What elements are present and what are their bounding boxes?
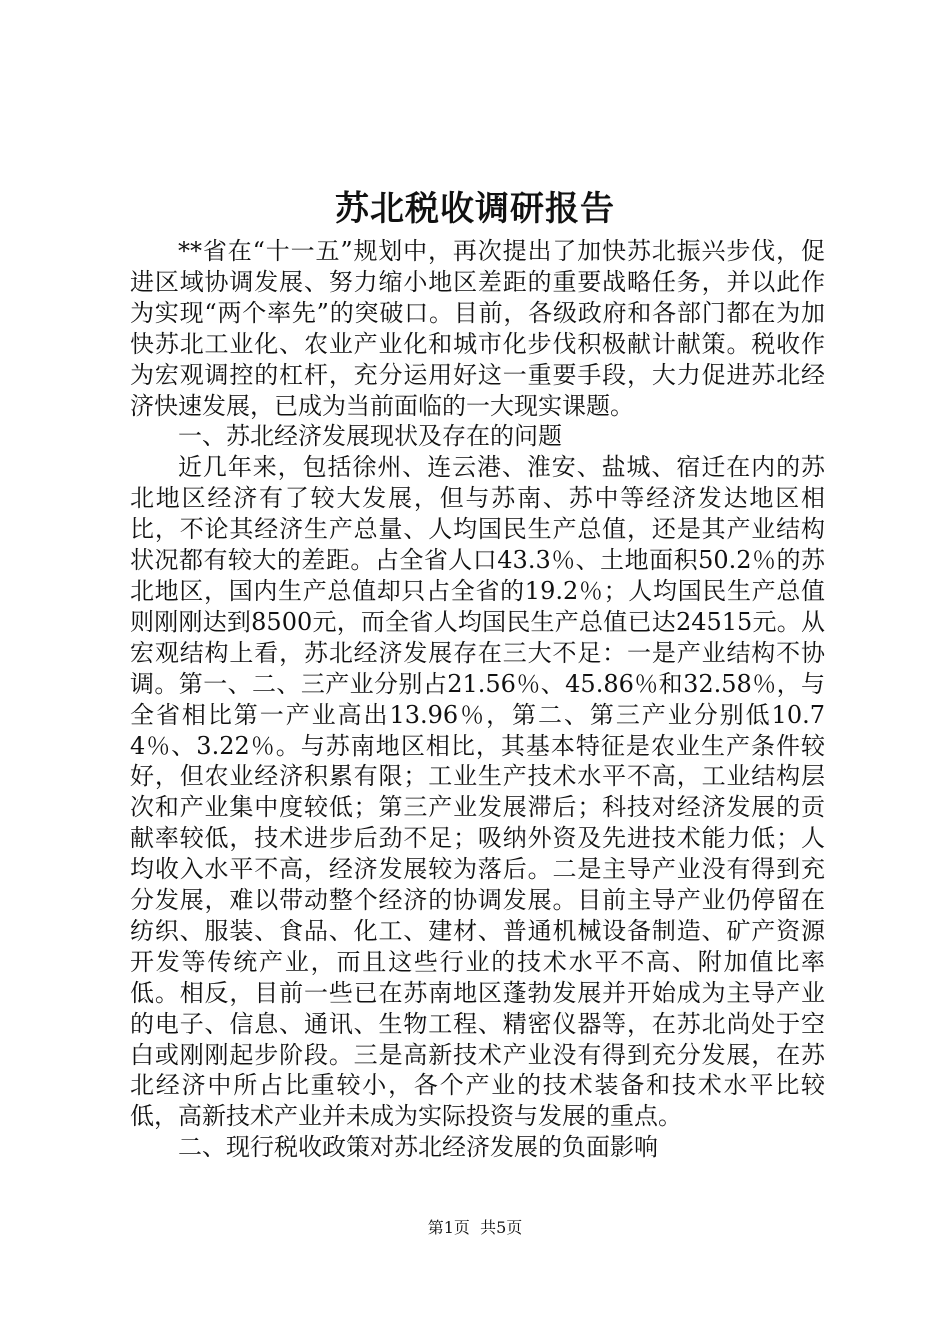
page-number-footer: 第1页 共5页	[427, 1218, 523, 1237]
intro-paragraph: **省在“十一五”规划中，再次提出了加快苏北振兴步伐，促进区域协调发展、努力缩小地区差距的重要战略任务，并以此作为实现“两个率先”的突破口。目前，各级政府和各部门都在为加快苏北工业化、农业产业化和城市化步伐积极献计献策。税收作为宏观调控的杠杆，充分运用好这一重要手段，大力促进苏北经济快速发展，已成为当前面临的一大现实课题。	[130, 237, 825, 420]
section-heading-2: 二、现行税收政策对苏北经济发展的负面影响	[178, 1133, 658, 1162]
document-body	[130, 236, 825, 1163]
section-heading-1: 一、苏北经济发展现状及存在的问题	[178, 422, 562, 451]
section-1-paragraph: 近几年来，包括徐州、连云港、淮安、盐城、宿迁在内的苏北地区经济有了较大发展，但与苏南、苏中等经济发达地区相比，不论其经济生产总量、人均国民生产总值，还是其产业结构状况都有较大的差距。占全省人口43.3％、土地面积50.2％的苏北地区，国内生产总值却只占全省的19.2％；人均国民生产总值则刚刚达到8500元，而全省人均国民生产总值已达24515元。从宏观结构上看，苏北经济发展存在三大不足：一是产业结构不协调。第一、二、三产业分别占21.56％、45.86％和32.58％，与全省相比第一产业高出13.96％，第二、第三产业分别低10.74％、3.22％。与苏南地区相比，其基本特征是农业生产条件较好，但农业经济积累有限；工业生产技术水平不高，工业结构层次和产业集中度较低；第三产业发展滞后；科技对经济发展的贡献率较低，技术进步后劲不足；吸纳外资及先进技术能力低；人均收入水平不高，经济发展较为落后。二是主导产业没有得到充分发展，难以带动整个经济的协调发展。目前主导产业仍停留在纺织、服装、食品、化工、建材、普通机械设备制造、矿产资源开发等传统产业，而且这些行业的技术水平不高、附加值比率低。相反，目前一些已在苏南地区蓬勃发展并开始成为主导产业的电子、信息、通讯、生物工程、精密仪器等，在苏北尚处于空白或刚刚起步阶段。三是高新技术产业没有得到充分发展，在苏北经济中所占比重较小，各个产业的技术装备和技术水平比较低，高新技术产业并未成为实际投资与发展的重点。	[130, 453, 825, 1131]
document-title: 苏北税收调研报告	[335, 189, 615, 229]
